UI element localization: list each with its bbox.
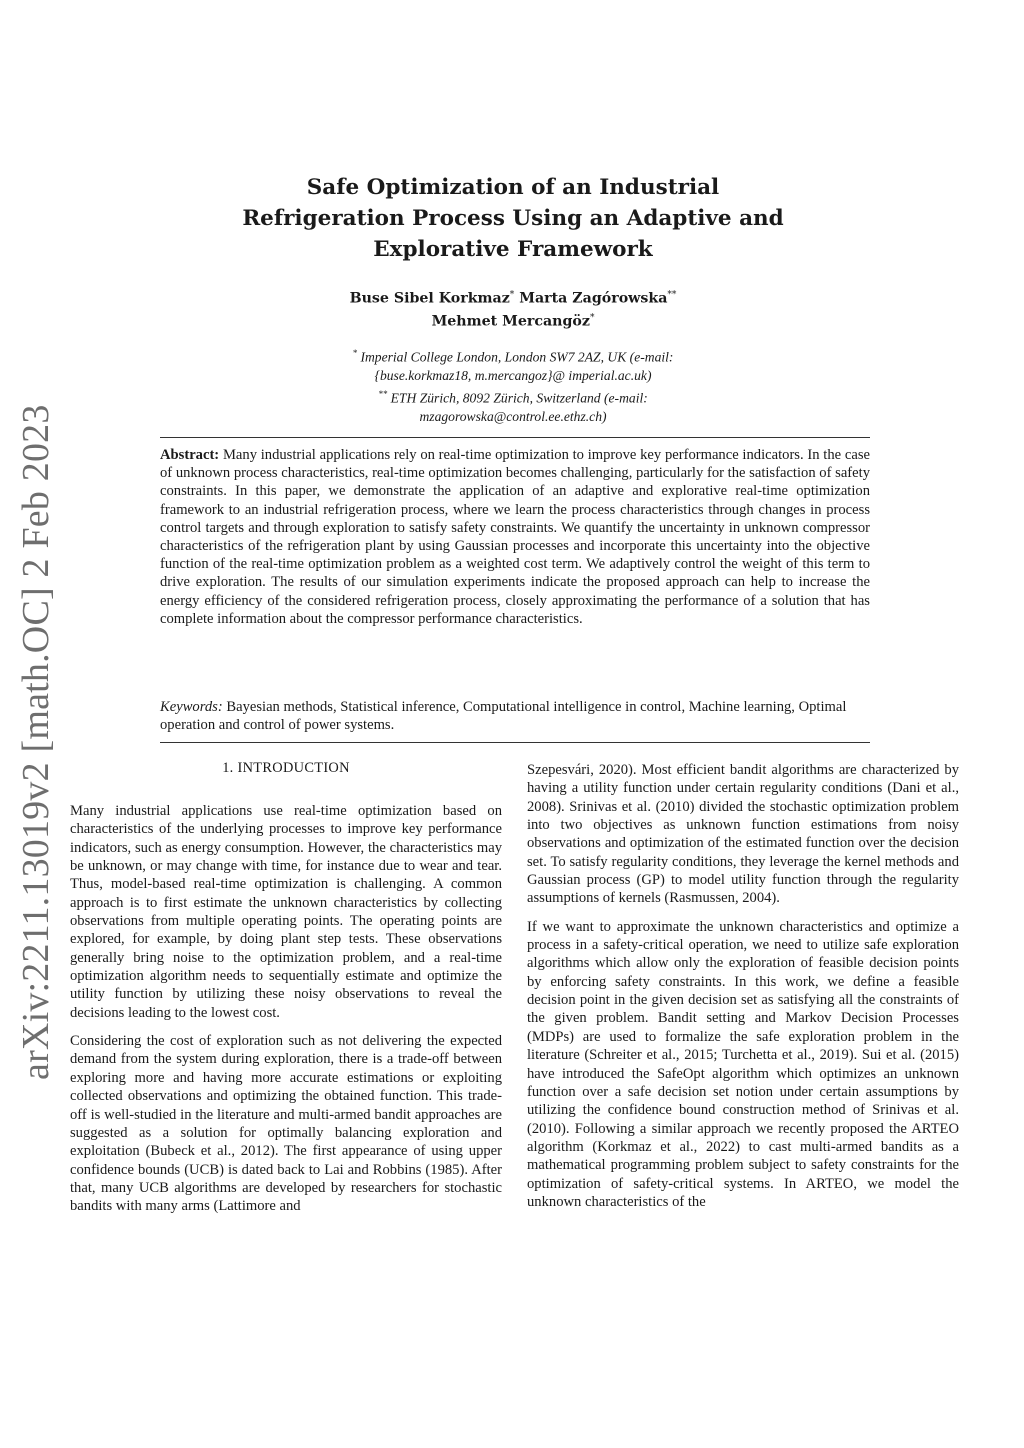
author-name: Buse Sibel Korkmaz bbox=[349, 290, 510, 307]
affiliation-mark: ** bbox=[667, 290, 677, 300]
paragraph: Many industrial applications use real-time optimization based on characteristics of the underlying processes to improve key performance indicators, such as energy consumption. However, the characteristics may be unknown, or may change with time, for instance due to wear and tear. Thus, model-based real-time optimization is challenging. A common approach is to first estimate the unknown characteristics by collecting observations from multiple operating points. The operating points are explored, for example, by doing plant step tests. These observations generally bring noise to the optimization problem, and a real-time optimization algorithm needs to sequentially estimate and optimize the utility function by utilizing these noisy observations to reveal the decisions leading to the lowest cost. bbox=[70, 803, 502, 1021]
author-list bbox=[230, 286, 796, 331]
keywords bbox=[160, 698, 870, 735]
affiliation-mark: * bbox=[352, 348, 358, 358]
paragraph: Considering the cost of exploration such as not delivering the expected demand from the system during exploration, there is a trade-off between exploring more and having more accurate estimations or exploiting collected observations and optimizing the obtained function. This trade-off is well-studied in the literature and multi-armed bandit approaches are suggested as a solution for optimally balancing exploration and exploitation (Bubeck et al., 2012). The first appearance of using upper confidence bounds (UCB) is dated back to Lai and Robbins (1985). After that, many UCB algorithms are developed by researchers for stochastic bandits with many arms (Lattimore and bbox=[70, 1033, 502, 1215]
abstract-top-rule bbox=[160, 437, 870, 438]
section-heading-introduction: 1. INTRODUCTION bbox=[222, 760, 350, 776]
abstract-label: Abstract: bbox=[160, 447, 220, 463]
keywords-text: Bayesian methods, Statistical inference, Computational intelligence in control, Machine learning, Optimal operation and control of power systems. bbox=[160, 699, 847, 734]
affiliation-line bbox=[230, 385, 796, 408]
arxiv-identifier: arXiv:2211.13019v2 [math.OC] 2 Feb 2023 bbox=[15, 404, 57, 1080]
abstract bbox=[160, 446, 870, 628]
paragraph: Szepesvári, 2020). Most efficient bandit algorithms are characterized by having a utility function under certain regularity conditions (Dani et al., 2008). Srinivas et al. (2010) divided the stochastic optimization problem into two objectives as unknown function estimations from noisy observations and optimization of the estimated function over the decision set. To satisfy regularity conditions, they leverage the kernel methods and Gaussian process (GP) to model utility function through the regularity assumptions of kernels (Rasmussen, 2004). bbox=[527, 762, 959, 907]
paragraph: If we want to approximate the unknown characteristics and optimize a process in a safety-critical operation, we need to utilize safe exploration algorithms which allow only the exploration of feasible decision points by enforcing safety constraints. In this work, we define a feasible decision point in the given decision set as satisfying all the constraints of the given problem. Bandit setting and Markov Decision Processes (MDPs) are used to formalize the safe exploration problem in the literature (Schreiter et al., 2015; Turchetta et al., 2019). Sui et al. (2015) have introduced the SafeOpt algorithm which optimizes an unknown function over a safe decision set notion under certain assumptions by utilizing the confidence bound construction method of Srinivas et al. (2010). Following a similar approach we recently proposed the ARTEO algorithm (Korkmaz et al., 2022) to cast multi-armed bandits as a mathematical programming problem subject to safety constraints for the optimization of safety-critical systems. In ARTEO, we model the unknown characteristics of the bbox=[527, 918, 959, 1210]
affiliation-mark: ** bbox=[378, 389, 388, 400]
author-name: Marta Zagórowska bbox=[519, 290, 668, 307]
abstract-bottom-rule bbox=[160, 742, 870, 743]
keywords-label: Keywords: bbox=[160, 699, 223, 715]
affiliation-line: mzagorowska@control.ee.ethz.ch) bbox=[419, 408, 607, 424]
abstract-text: Many industrial applications rely on real-time optimization to improve key performance indicators. In the case of unknown process characteristics, real-time optimization becomes challenging, particularly for the satisfaction of safety constraints. In this paper, we demonstrate the application of an adaptive and explorative real-time optimization framework to an industrial refrigeration process, where we learn the process characteristics through changes in process control targets and through exploration to satisfy safety constraints. We quantify the uncertainty in unknown compressor characteristics of the refrigeration plant by using Gaussian processes and incorporate this uncertainty into the objective function of the real-time optimization problem as a weighted cost term. We adaptively control the weight of this term to drive exploration. The results of our simulation experiments indicate the proposed approach can help to increase the energy efficiency of the considered refrigeration process, closely approximating the performance of a solution that has complete information about the compressor performance characteristics. bbox=[160, 447, 870, 627]
affiliation-mark: * bbox=[509, 290, 515, 300]
author-line-2 bbox=[230, 309, 796, 332]
author-line-1 bbox=[230, 286, 796, 309]
author-name: Mehmet Mercangöz bbox=[431, 313, 590, 330]
affiliation-line: {buse.korkmaz18, m.mercangoz}@ imperial.ac.uk) bbox=[374, 367, 652, 383]
affiliation-mark: * bbox=[589, 312, 595, 323]
affiliation-line bbox=[230, 344, 796, 367]
right-column bbox=[527, 761, 959, 1221]
left-column bbox=[70, 802, 502, 1226]
affiliation-text: ETH Zürich, 8092 Zürich, Switzerland (e-mail: bbox=[390, 390, 648, 406]
affiliation-text: Imperial College London, London SW7 2AZ, UK (e-mail: bbox=[360, 349, 674, 365]
affiliations bbox=[230, 344, 796, 426]
paper-title: Safe Optimization of an Industrial Refrigeration Process Using an Adaptive and Explorative Framework bbox=[242, 175, 784, 262]
